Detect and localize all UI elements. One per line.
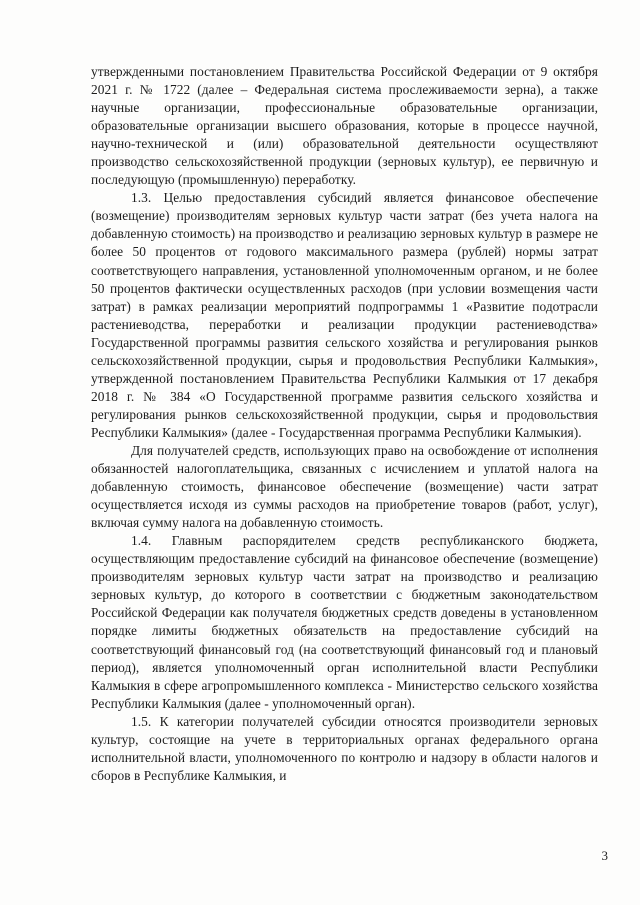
paragraph-1-3-purpose: 1.3. Целью предоставления субсидий является финансовое обеспечение (возмещение) производителям зерновых культур части затрат (без учета налога на добавленную стоимость) на производство и реализацию зерновых культур в размере не более 50 процентов от годового максимального размера (рублей) нормы затрат соответствующего направления, установленной уполномоченным органом, и не более 50 процентов фактически осуществленных расходов (при условии возмещения части затрат) в рамках реализации мероприятий подпрограммы 1 «Развитие подотрасли растениеводства, переработки и реализации продукции растениеводства» Государственной программы развития сельского хозяйства и регулирования рынков сельскохозяйственной продукции, сырья и продовольствия Республики Калмыкия», утвержденной постановлением Правительства Республики Калмыкия от 17 декабря 2018 г. № 384 «О Государственной программе развития сельского хозяйства и регулирования рынков сельскохозяйственной продукции, сырья и продовольствия Республики Калмыкия» (далее - Государственная программа Республики Калмыкия). [91,190,598,440]
document-body [91,63,598,785]
paragraph-1-5-recipients: 1.5. К категории получателей субсидии относятся производители зерновых культур, состоящие на учете в территориальных органах федерального органа исполнительной власти, уполномоченного по контролю и надзору в области налогов и сборов в Республике Калмыкия, и [91,713,598,783]
paragraph-1-4-main-manager: 1.4. Главным распорядителем средств республиканского бюджета, осуществляющим предоставление субсидий на финансовое обеспечение (возмещение) производителям зерновых культур части затрат на производство и реализацию зерновых культур, до которого в соответствии с бюджетным законодательством Российской Федерации как получателя бюджетных средств доведены в установленном порядке лимиты бюджетных обязательств на предоставление субсидий на соответствующий финансовый год (на соответствующий финансовый год и плановый период), является уполномоченный орган исполнительной власти Республики Калмыкия в сфере агропромышленного комплекса - Министерство сельского хозяйства Республики Калмыкия (далее - уполномоченный орган). [91,533,598,711]
page-number: 3 [601,848,608,863]
paragraph-continuation: утвержденными постановлением Правительства Российской Федерации от 9 октября 2021 г. № 1722 (далее – Федеральная система прослеживаемости зерна), а также научные организации, профессиональные образовательные организации, образовательные организации высшего образования, которые в процессе научной, научно-технической и (или) образовательной деятельности осуществляют производство сельскохозяйственной продукции (зерновых культур), ее первичную и последующую (промышленную) переработку. [91,64,598,188]
paragraph-vat-exemption: Для получателей средств, использующих право на освобождение от исполнения обязанностей налогоплательщика, связанных с исчислением и уплатой налога на добавленную стоимость, финансовое обеспечение (возмещение) части затрат осуществляется исходя из суммы расходов на приобретение товаров (работ, услуг), включая сумму налога на добавленную стоимость. [91,442,598,531]
